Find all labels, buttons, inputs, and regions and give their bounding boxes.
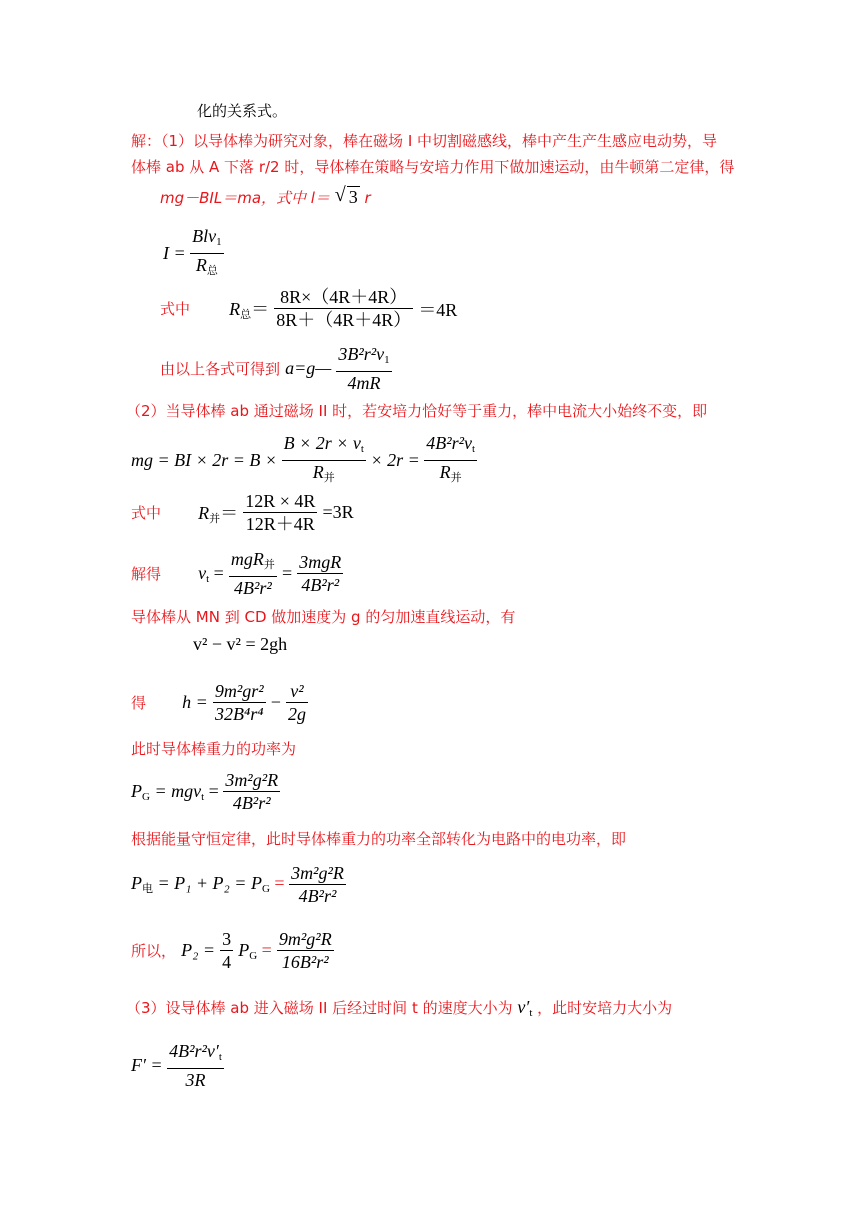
- acceleration-line: [160, 343, 392, 394]
- ampere-force-equation: [131, 1040, 224, 1091]
- energy-conservation-statement: 根据能量守恒定律，此时导体棒重力的功率全部转化为电路中的电功率，即: [131, 830, 627, 848]
- terminal-velocity-line: 解得 $v_t$ = $\frac{mgR_并}{\text{4B²r²}}$ = $\frac{\text{3mgR}}{\text{4B²r²}}$: [131, 549, 342, 598]
- intro-fragment: 化的关系式。: [197, 102, 288, 120]
- parallel-resistance-symbol: $R_并=$: [198, 503, 239, 525]
- height-label: 得: [131, 694, 147, 712]
- p2-label: 所以，: [131, 942, 177, 960]
- p2-line: 所以， P₂ = $\frac{3}{4}$ $P_G$ = $\frac{\text{9m²g²R}}{\text{16B²r²}}$: [131, 929, 332, 972]
- newton-text: mg－BIL＝ma，式中 l＝: [160, 189, 330, 207]
- acceleration-fraction: $\frac{3B^2r^2v_1}{4mR}$: [338, 344, 390, 393]
- gravity-power-fraction: $\frac{\text{3m²g²R}}{\text{4B²r²}}$: [225, 770, 279, 813]
- p2-ratio: $\frac{3}{4}$: [222, 929, 232, 972]
- total-resistance-symbol: $R_总=$: [229, 299, 270, 321]
- force-balance-fraction-2: $\frac{4B^2r^2v_t}{R_并}$: [426, 433, 476, 484]
- height-line: 得 h = $\frac{\text{9m²gr²}}{\text{32B⁴r⁴}}$ − $\frac{\text{v²}}{2g}$: [131, 681, 306, 724]
- current-fraction: $\frac{Blv_1}{R_总}$: [192, 226, 222, 277]
- height-fraction-1: $\frac{\text{9m²gr²}}{\text{32B⁴r⁴}}$: [214, 681, 264, 724]
- part2-statement: （2）当导体棒 ab 通过磁场 II 时，若安培力恰好等于重力，棒中电流大小始终不变，即: [126, 402, 708, 420]
- acceleration-label: 由以上各式可得到: [160, 360, 281, 378]
- terminal-velocity-lhs: $v_t$ =: [198, 562, 224, 585]
- total-resistance-result: ＝4R: [418, 299, 458, 320]
- terminal-velocity-fraction-1: $\frac{mgR_并}{\text{4B²r²}}$: [230, 549, 275, 598]
- p2-fraction: $\frac{\text{9m²g²R}}{\text{16B²r²}}$: [278, 929, 332, 972]
- force-balance-equation: [131, 432, 477, 489]
- total-resistance-line: [160, 286, 457, 331]
- acceleration-lhs: a=g—: [285, 358, 332, 378]
- sqrt-three: √ 3: [335, 187, 360, 208]
- solution-label: 解：: [131, 132, 162, 150]
- terminal-velocity-fraction-2: $\frac{\text{3mgR}}{\text{4B²r²}}$: [299, 552, 342, 595]
- gravity-power-equation: [131, 769, 280, 814]
- total-resistance-label: 式中: [160, 300, 191, 318]
- force-balance-lhs: mg = BI × 2r = B ×: [131, 450, 278, 470]
- force-balance-mid: × 2r =: [370, 450, 420, 470]
- parallel-resistance-fraction: $\frac{12R \times 4R}{12R+4R}$: [245, 491, 316, 534]
- part3-statement: [126, 997, 672, 1019]
- solution-line-2: 体棒 ab 从 A 下落 r/2 时，导体棒在策略与安培力作用下做加速运动，由牛顿第二定律，得: [131, 158, 735, 176]
- gravity-power-lhs: $P_G = mgv_t$ =: [131, 780, 219, 803]
- ampere-force-lhs: F′ =: [131, 1055, 163, 1075]
- solution-text-1: （1）以导体棒为研究对象，棒在磁场 I 中切割磁感线，棒中产生产生感应电动势，导: [161, 132, 718, 150]
- current-lhs: I =: [163, 243, 186, 263]
- electric-power-equation: [131, 862, 346, 907]
- parallel-resistance-label: 式中: [131, 504, 162, 522]
- part3-tail: ，此时安培力大小为: [537, 999, 673, 1017]
- part3-text: （3）设导体棒 ab 进入磁场 II 后经过时间 t 的速度大小为: [126, 999, 513, 1017]
- parallel-resistance-result: =3R: [322, 502, 354, 522]
- parallel-resistance-line: [131, 490, 354, 535]
- height-fraction-2: $\frac{\text{v²}}{2g}$: [287, 681, 306, 724]
- current-formula: [163, 225, 224, 282]
- kinematics-equation: v² − v² = 2gh: [193, 634, 288, 654]
- newton-equation: [160, 187, 371, 208]
- uniform-acceleration-statement: 导体棒从 MN 到 CD 做加速度为 g 的匀加速直线运动，有: [131, 608, 516, 626]
- gravity-power-statement: 此时导体棒重力的功率为: [131, 740, 297, 758]
- ampere-force-fraction: $\frac{4B^2r^2v'_t}{3R}$: [169, 1041, 222, 1090]
- terminal-velocity-label: 解得: [131, 565, 162, 583]
- electric-power-fraction: $\frac{\text{3m²g²R}}{\text{4B²r²}}$: [291, 863, 344, 906]
- total-resistance-fraction: $\frac{8R\times(4R+4R)}{8R+(4R+4R)}$: [276, 287, 412, 330]
- force-balance-fraction-1: $\frac{B \times 2r \times v_t}{R_并}$: [283, 433, 364, 484]
- height-lhs: h =: [182, 692, 208, 712]
- solution-line-1: [131, 130, 717, 151]
- vprime-symbol: $v'_t$: [517, 997, 533, 1019]
- p2-lhs: P₂ =: [181, 940, 216, 960]
- electric-power-lhs: $P_电 = P_1 + P_2 = P_G$ =: [131, 873, 285, 895]
- newton-tail: r: [364, 189, 371, 207]
